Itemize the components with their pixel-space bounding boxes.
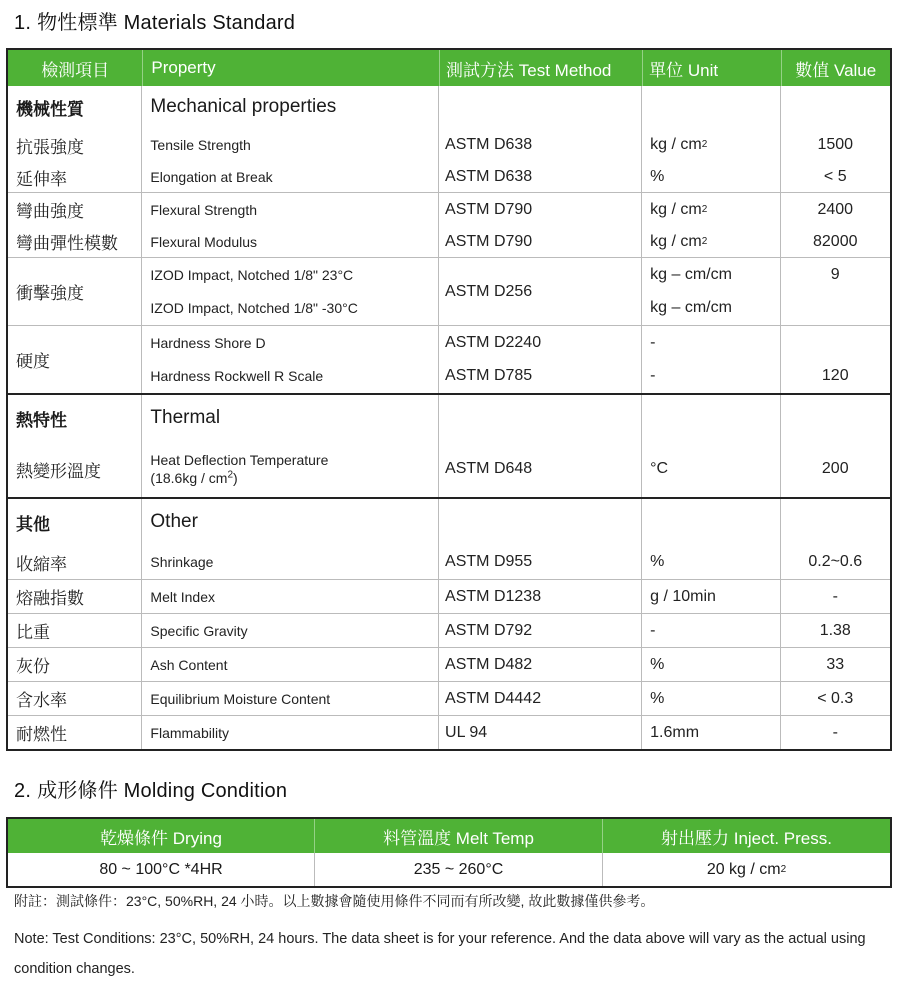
item-method: ASTM D482: [439, 648, 642, 681]
item-unit: -: [650, 367, 656, 385]
section-1-label: 物性標準 Materials Standard: [37, 12, 296, 34]
category-row-thermal: [8, 395, 890, 441]
table-row: [8, 579, 890, 613]
molding-table-row: [8, 853, 890, 886]
hardness-methods: [439, 326, 642, 393]
item-value: 9: [830, 265, 840, 283]
item-value: 0.2~0.6: [808, 553, 863, 570]
item-zh: 硬度: [8, 326, 142, 393]
section-1-title: [14, 6, 295, 35]
item-en: Hardness Shore D: [150, 334, 266, 351]
impact-values: [781, 258, 890, 325]
item-en: Tensile Strength: [142, 128, 439, 162]
item-en: Flexural Modulus: [142, 226, 439, 257]
item-value: < 5: [823, 168, 847, 185]
item-zh: 衝擊強度: [8, 258, 142, 325]
section-2-label: 成形條件 Molding Condition: [37, 780, 288, 802]
item-en: Flexural Strength: [142, 193, 439, 226]
item-en: Heat Deflection Temperature: [150, 451, 329, 468]
header-property: Property: [142, 50, 439, 86]
item-unit: kg / cm 2: [642, 226, 780, 257]
note-zh: 附註：測試條件：23°C, 50%RH, 24 小時。以上數據會隨使用條件不同而有所改變, 故此數據僅供參考。: [14, 893, 655, 909]
header-unit: 單位 Unit: [642, 50, 780, 86]
item-method: ASTM D648: [439, 441, 642, 497]
item-value: 2400: [817, 200, 854, 218]
hardness-values: [781, 326, 890, 393]
item-unit: kg / cm 2: [642, 193, 780, 226]
group-mechanical: [8, 86, 890, 393]
header-test-item: 檢測項目: [41, 60, 110, 80]
hdt-property: [142, 441, 439, 497]
item-value: 120: [821, 367, 849, 385]
hardness-units: [642, 326, 780, 393]
hardness-properties: [142, 326, 439, 393]
item-unit: 1.6mm: [642, 716, 780, 749]
note-en: Note: Test Conditions: 23°C, 50%RH, 24 hours. The data sheet is for your reference. And the data above will vary as the actual using condition changes.: [14, 931, 866, 977]
item-unit: %: [642, 648, 780, 681]
item-method: ASTM D4442: [439, 682, 642, 715]
table-row: [8, 715, 890, 749]
item-zh: 彎曲彈性模數: [8, 226, 142, 257]
item-value: 1500: [817, 136, 854, 153]
item-zh: 收縮率: [8, 545, 142, 579]
item-unit: g / 10min: [642, 580, 780, 613]
category-zh: 機械性質: [8, 86, 142, 128]
item-unit: kg – cm/cm: [650, 265, 732, 283]
category-row-other: [8, 499, 890, 545]
category-en: Other: [142, 499, 439, 545]
item-en: Hardness Rockwell R Scale: [150, 368, 324, 385]
table-row-hardness: [8, 325, 890, 393]
category-zh: 其他: [8, 499, 142, 545]
item-value: -: [832, 723, 838, 741]
item-unit: -: [642, 614, 780, 647]
item-value: 1.38: [819, 621, 851, 639]
item-en: Equilibrium Moisture Content: [142, 682, 439, 715]
item-en: Shrinkage: [142, 545, 439, 579]
table-row-impact: [8, 257, 890, 325]
category-en: Thermal: [142, 395, 439, 441]
item-en: Melt Index: [142, 580, 439, 613]
item-en: Specific Gravity: [142, 614, 439, 647]
item-value: 33: [826, 655, 845, 673]
item-en: IZOD Impact, Notched 1/8" -30°C: [150, 300, 358, 317]
item-value: < 0.3: [817, 689, 854, 707]
item-value: 200: [821, 460, 849, 477]
table-row: [8, 613, 890, 647]
header-melt-temp: 料管溫度 Melt Temp: [314, 819, 602, 853]
header-test-method: 測試方法 Test Method: [439, 50, 642, 86]
melt-temp-value: 235 ~ 260°C: [314, 853, 602, 886]
header-inject-press: 射出壓力 Inject. Press.: [602, 819, 890, 853]
item-unit: -: [650, 333, 656, 351]
item-method: ASTM D785: [445, 367, 533, 385]
item-method: ASTM D790: [439, 226, 642, 257]
table-row: [8, 128, 890, 162]
drying-value: 80 ~ 100°C *4HR: [99, 860, 223, 878]
item-en: Elongation at Break: [142, 162, 439, 192]
impact-properties: [142, 258, 439, 325]
item-method: ASTM D2240: [445, 333, 542, 351]
item-zh: 含水率: [8, 682, 142, 715]
item-zh: 熔融指數: [8, 580, 142, 613]
header-value: 數值 Value: [781, 50, 891, 86]
table-row: [8, 192, 890, 226]
item-zh: 彎曲強度: [8, 193, 142, 226]
section-2-title: [14, 774, 287, 803]
item-unit: %: [642, 682, 780, 715]
item-zh: 抗張強度: [8, 128, 142, 162]
group-other: [8, 497, 890, 749]
item-method: ASTM D790: [439, 193, 642, 226]
table-row: [8, 681, 890, 715]
category-zh: 熱特性: [8, 395, 142, 441]
item-unit: kg – cm/cm: [650, 299, 732, 317]
item-zh: 灰份: [8, 648, 142, 681]
item-method: UL 94: [439, 716, 642, 749]
item-unit: °C: [642, 441, 780, 497]
item-method: ASTM D638: [439, 162, 642, 192]
materials-table: [6, 48, 892, 751]
inject-press-value: 20 kg / cm 2: [602, 853, 890, 886]
item-zh: 熱變形溫度: [8, 441, 142, 497]
category-row-mechanical: [8, 86, 890, 128]
table-row: [8, 647, 890, 681]
item-unit: kg / cm 2: [642, 128, 780, 162]
group-thermal: [8, 393, 890, 497]
item-zh: 耐燃性: [8, 716, 142, 749]
item-method: ASTM D638: [439, 128, 642, 162]
item-value: 82000: [813, 232, 858, 250]
item-en: Flammability: [142, 716, 439, 749]
item-method: ASTM D955: [439, 545, 642, 579]
molding-table: [6, 817, 892, 888]
item-method: ASTM D792: [439, 614, 642, 647]
item-unit: %: [642, 162, 780, 192]
table-row: [8, 226, 890, 257]
category-en: Mechanical properties: [142, 86, 439, 128]
item-zh: 延伸率: [8, 162, 142, 192]
item-en-sub: $(18.6kg / cm^2)$: [150, 469, 238, 486]
materials-table-header: [8, 50, 890, 86]
item-value: -: [832, 587, 838, 605]
other-rows: [8, 545, 890, 749]
item-en: IZOD Impact, Notched 1/8" 23°C: [150, 266, 354, 283]
table-row: [8, 441, 890, 497]
section-2-number: 2.: [14, 780, 32, 802]
table-row: [8, 162, 890, 192]
item-value: [833, 334, 837, 352]
item-method: ASTM D256: [439, 258, 642, 325]
impact-units: [642, 258, 780, 325]
header-drying: 乾燥條件 Drying: [100, 828, 222, 848]
molding-table-header: [8, 819, 890, 853]
section-1-number: 1.: [14, 12, 32, 34]
item-en: Ash Content: [142, 648, 439, 681]
item-zh: 比重: [8, 614, 142, 647]
item-method: ASTM D1238: [439, 580, 642, 613]
table-row: [8, 545, 890, 579]
item-unit: %: [642, 545, 780, 579]
item-value: [833, 299, 837, 317]
